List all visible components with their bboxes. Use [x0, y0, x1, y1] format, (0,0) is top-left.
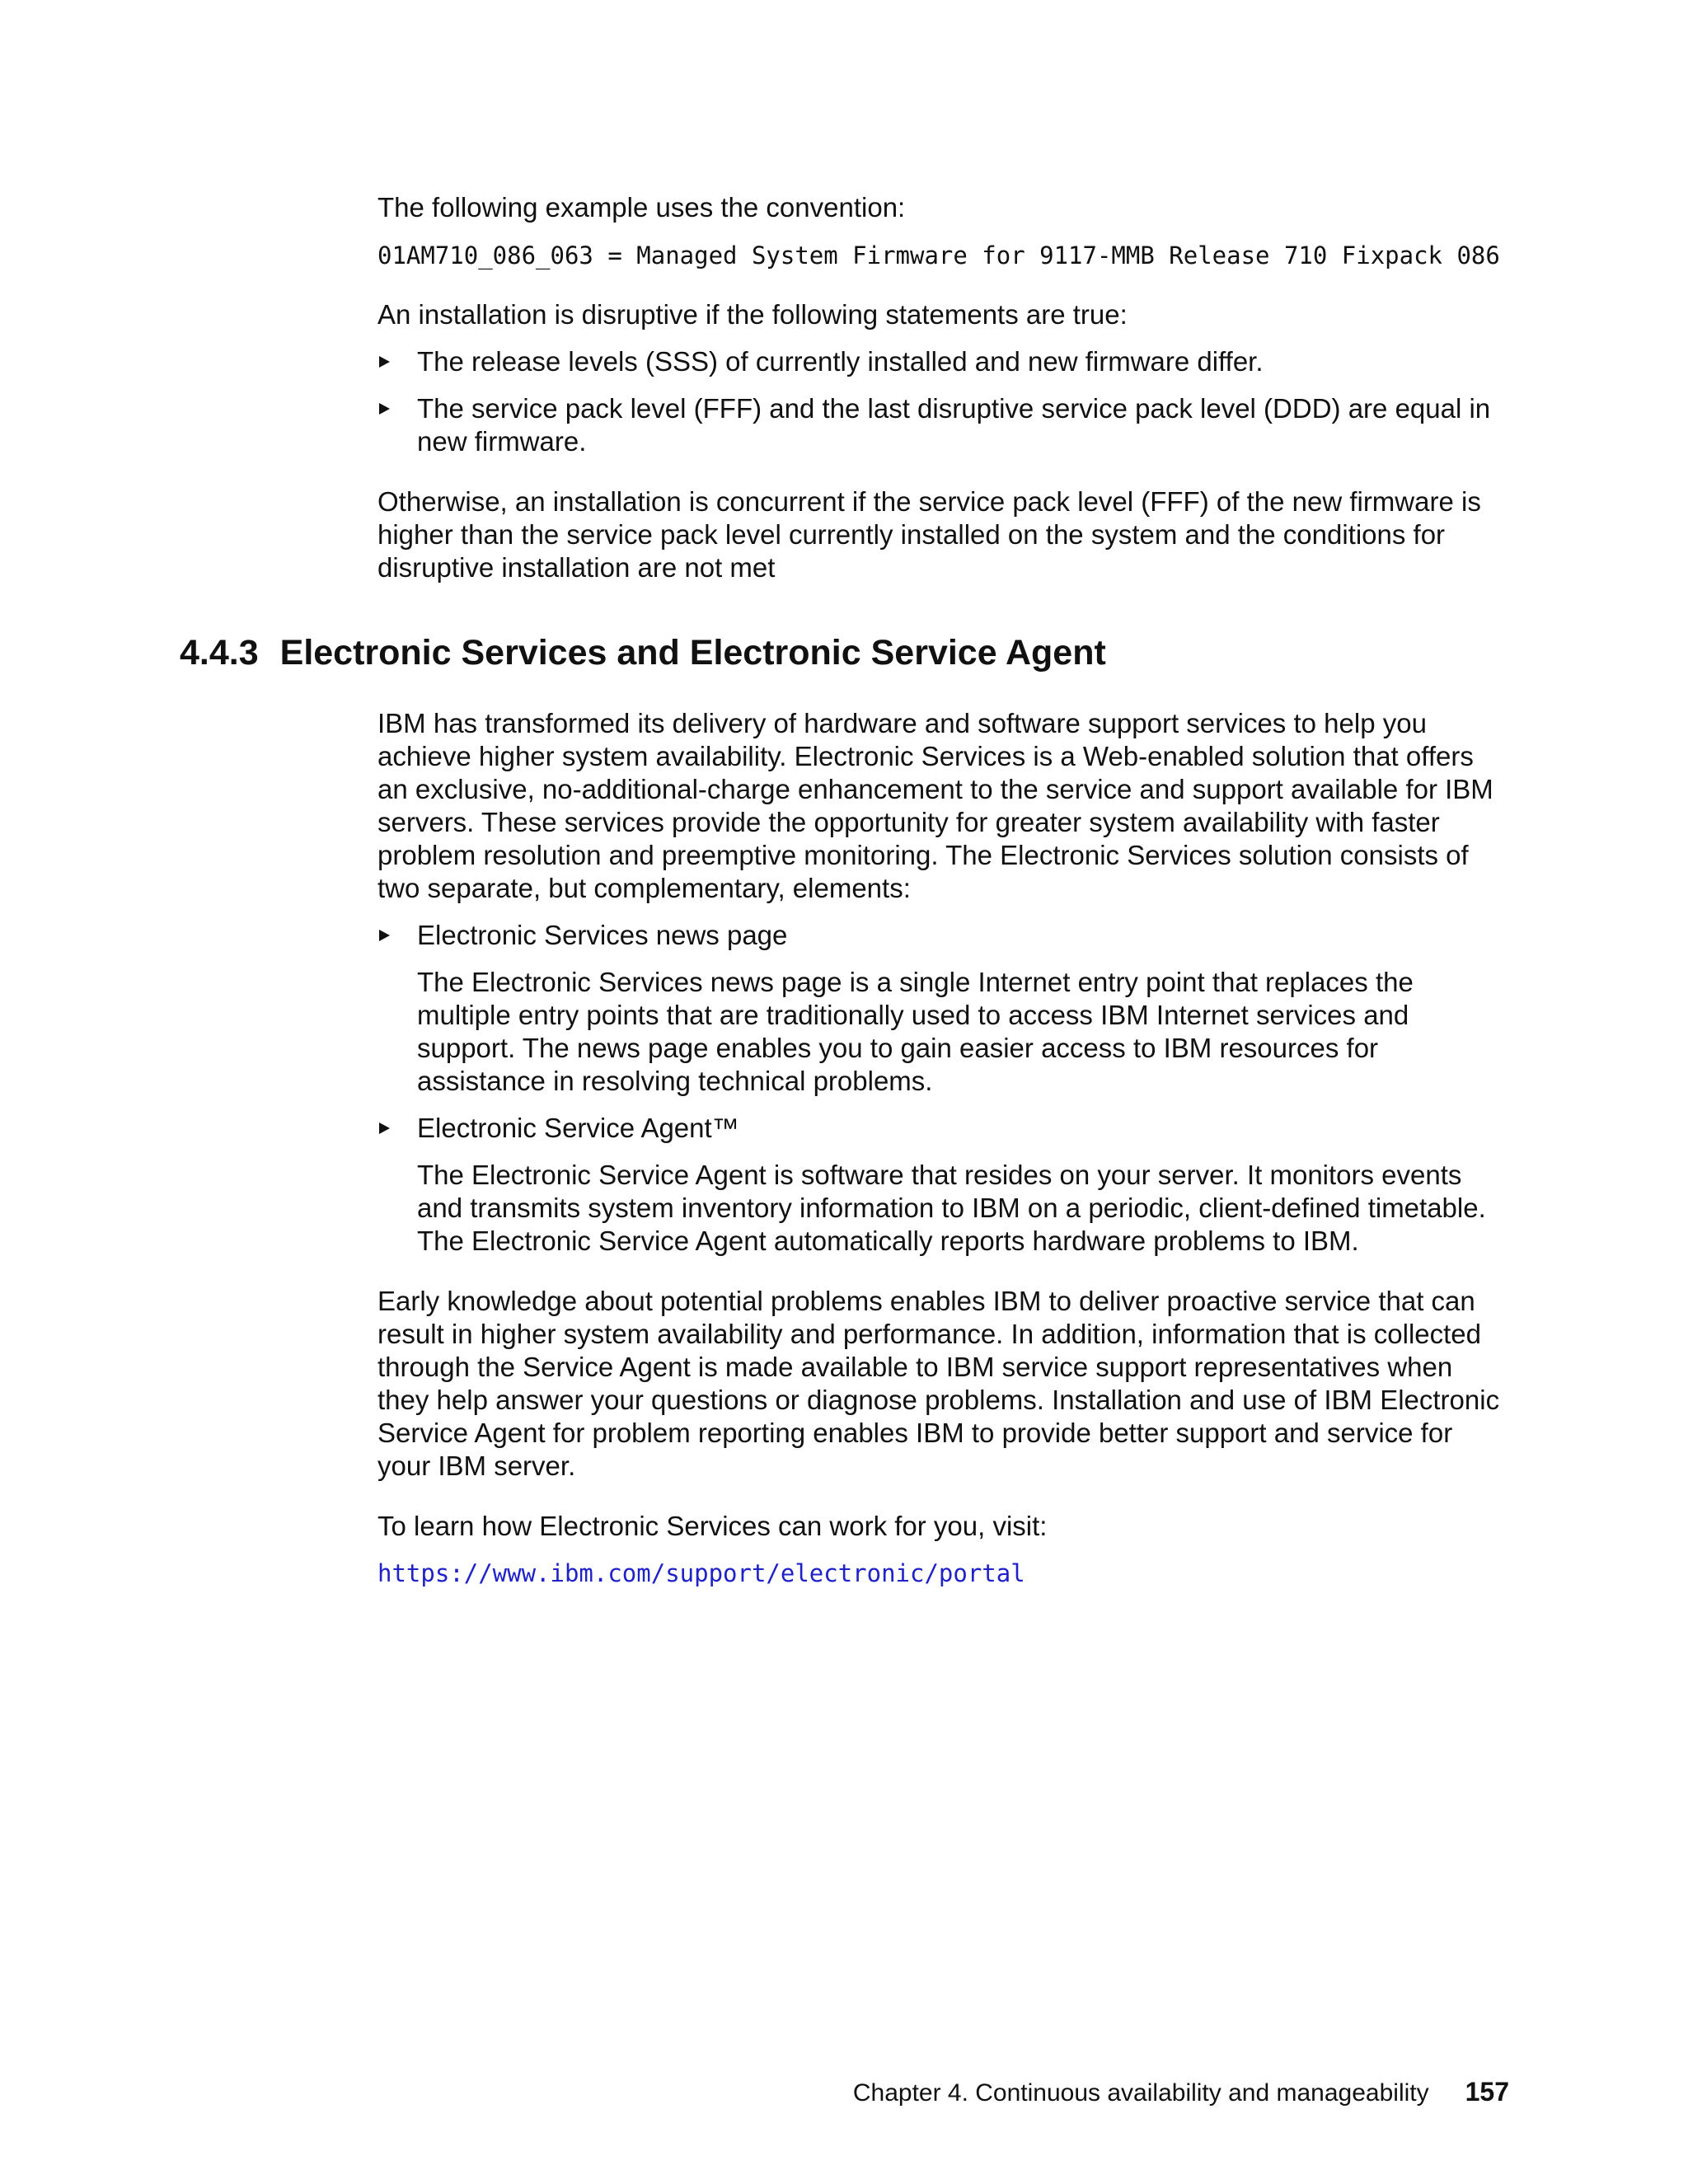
footer-chapter: Chapter 4. Continuous availability and manageability — [852, 2079, 1429, 2107]
element-description: The Electronic Services news page is a single Internet entry point that replaces the multiple entry points that are traditionally used to access IBM Internet services and support. The news page enables you to gain easier access to IBM resources for assistance in resolving technical problems. — [417, 967, 1414, 1096]
section-number: 4.4.3 — [180, 633, 259, 673]
intro-paragraph: IBM has transformed its delivery of hardware and software support services to help you achieve higher system availability. Electronic Services is a Web-enabled solution that offers an exclusive, no-additional-charge enhancement to the service and support available for IBM servers. These services provide the opportunity for greater system availability with faster problem resolution and preemptive monitoring. The Electronic Services solution consists of two separate, but complementary, elements: — [377, 708, 1493, 903]
list-item-text: The release levels (SSS) of currently installed and new firmware differ. — [417, 346, 1264, 377]
bullet-arrow-icon — [379, 1122, 390, 1134]
knowledge-paragraph: Early knowledge about potential problems enables IBM to deliver proactive service that can result in higher system availability and performance. In addition, information that is collected through the Service Agent is made available to IBM service support representatives when they help answer your questions or diagnose problems. Installation and use of IBM Electronic Service Agent for problem reporting enables IBM to provide better support and service for your IBM server. — [377, 1286, 1500, 1481]
section-heading — [180, 631, 1106, 674]
page-footer — [853, 2075, 1509, 2110]
list-item — [377, 345, 1508, 378]
bullet-arrow-icon — [379, 356, 390, 368]
page-number: 157 — [1465, 2077, 1509, 2107]
element-description: The Electronic Service Agent is software that resides on your server. It monitors events and transmits system inventory information to IBM on a periodic, client-defined timetable. The Electronic Service Agent automatically reports hardware problems to IBM. — [417, 1160, 1486, 1256]
disruptive-list — [377, 345, 1508, 458]
section-title: Electronic Services and Electronic Service Agent — [279, 633, 1106, 673]
list-item — [377, 1112, 1508, 1145]
convention-text: The following example uses the convention: — [377, 192, 906, 223]
list-item — [377, 919, 1508, 952]
convention-code: 01AM710_086_063 = Managed System Firmware for 9117-MMB Release 710 Fixpack 086 — [377, 241, 1500, 269]
intro-block — [377, 191, 1508, 584]
concurrent-text: Otherwise, an installation is concurrent if the service pack level (FFF) of the new firmware is higher than the service pack level currently installed on the system and the conditions for disruptive installation are not met — [377, 486, 1481, 583]
elements-list — [377, 919, 1508, 952]
portal-link[interactable]: https://www.ibm.com/support/electronic/portal — [377, 1559, 1025, 1587]
element-label: Electronic Service Agent™ — [417, 1113, 739, 1143]
list-item-text: The service pack level (FFF) and the last disruptive service pack level (DDD) are equal in new firmware. — [417, 393, 1491, 457]
list-item — [377, 392, 1508, 458]
section-body — [377, 707, 1508, 1590]
disruptive-intro: An installation is disruptive if the following statements are true: — [377, 299, 1128, 330]
bullet-arrow-icon — [379, 403, 390, 415]
elements-list — [377, 1112, 1508, 1145]
bullet-arrow-icon — [379, 930, 390, 941]
element-label: Electronic Services news page — [417, 920, 788, 950]
visit-text: To learn how Electronic Services can work for you, visit: — [377, 1511, 1048, 1541]
